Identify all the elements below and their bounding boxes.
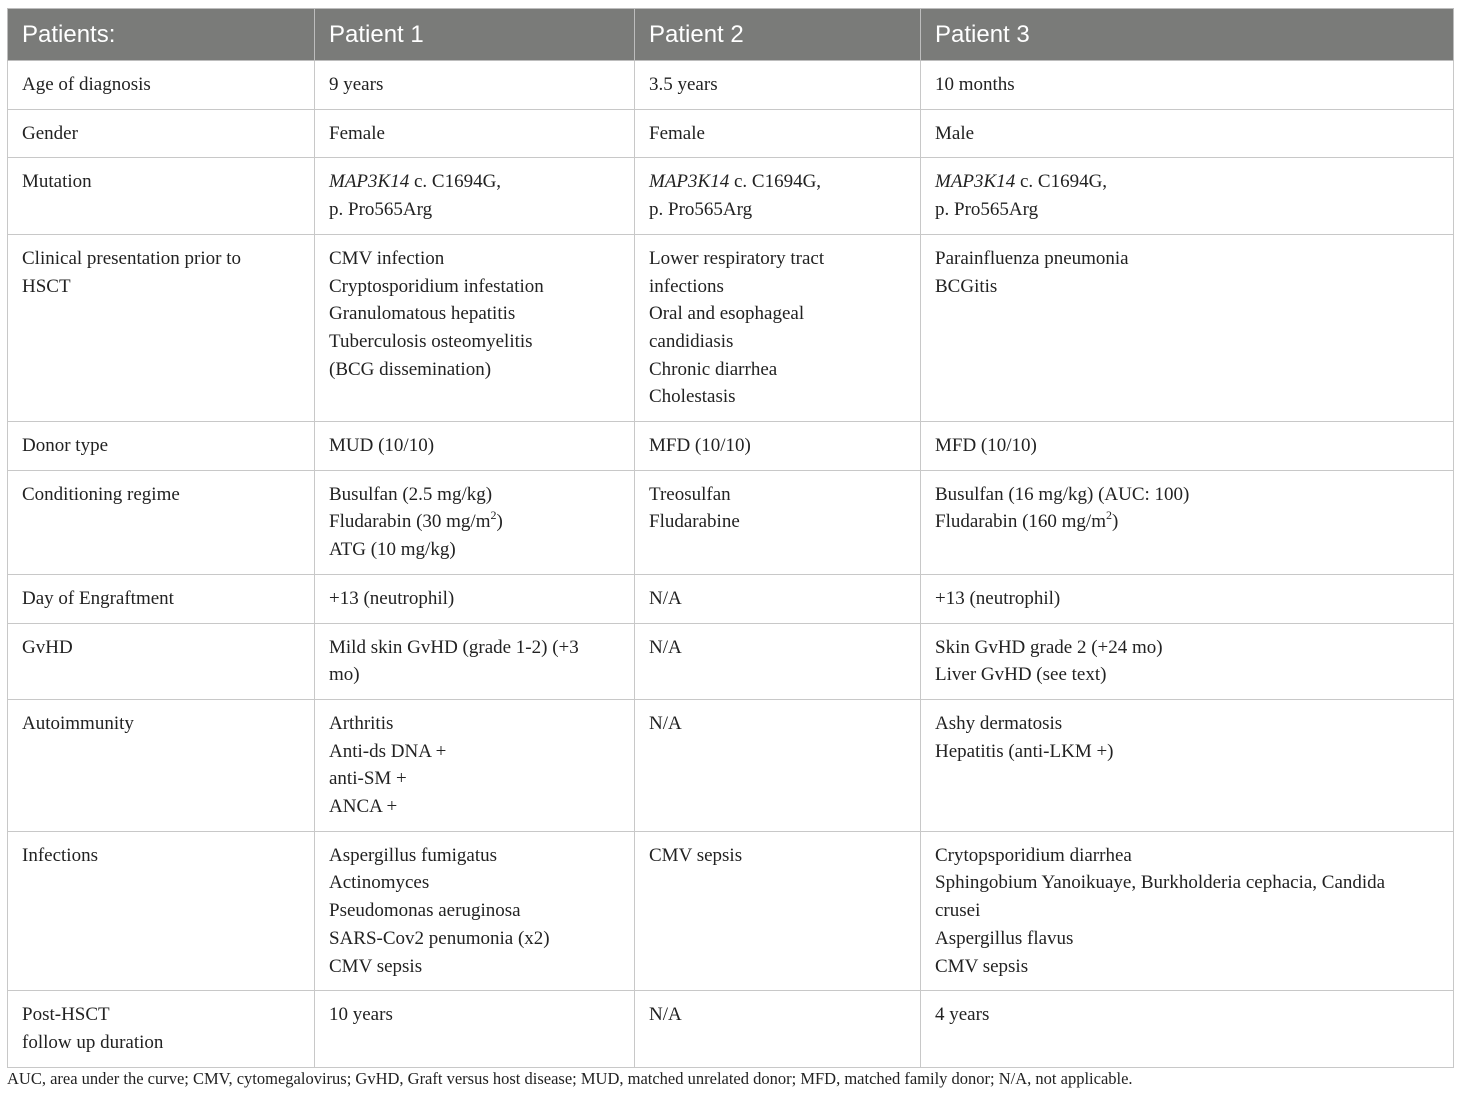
patient-table-container [7,8,1453,1068]
cell-patient-2: N/A [635,991,921,1067]
cell-patient-2: Treosulfan Fludarabine [635,470,921,574]
cell-patient-2 [635,158,921,234]
table-row-follow-up [8,991,1454,1067]
table-row-mutation [8,158,1454,234]
cell-patient-2: N/A [635,699,921,831]
row-label: Infections [8,831,315,991]
cell-patient-2: 3.5 years [635,61,921,110]
protein-change: p. Pro565Arg [649,199,753,221]
cell-patient-1: Aspergillus fumigatus Actinomyces Pseudomonas aeruginosa SARS-Cov2 penumonia (x2) CMV sepsis [315,831,635,991]
cell-patient-1: MUD (10/10) [315,422,635,471]
table-row-infections [8,831,1454,991]
gene-name: MAP3K14 [649,171,730,193]
cell-patient-2: N/A [635,623,921,699]
cell-patient-2: Female [635,109,921,158]
cell-patient-1: 10 years [315,991,635,1067]
header-patient-1: Patient 1 [315,9,635,61]
patient-characteristics-table [7,8,1454,1068]
cell-patient-3: Male [921,109,1454,158]
cell-patient-1: Busulfan (2.5 mg/kg) Fludarabin (30 $mg/m^2$) ATG (10 mg/kg) [315,470,635,574]
cell-patient-1: +13 (neutrophil) [315,574,635,623]
table-row-engraftment [8,574,1454,623]
table-row-autoimmunity [8,699,1454,831]
cell-patient-1: Mild skin GvHD (grade 1-2) (+3 mo) [315,623,635,699]
row-label: Age of diagnosis [8,61,315,110]
cdna-change: c. C1694G, [409,171,502,193]
cell-patient-1: 9 years [315,61,635,110]
row-label: Autoimmunity [8,699,315,831]
row-label: Day of Engraftment [8,574,315,623]
cell-patient-1: CMV infection Cryptosporidium infestation Granulomatous hepatitis Tuberculosis osteomyelitis (BCG dissemination) [315,234,635,421]
row-label: Donor type [8,422,315,471]
row-label: Gender [8,109,315,158]
cell-patient-3: 4 years [921,991,1454,1067]
cell-patient-3 [921,158,1454,234]
table-row-donor-type [8,422,1454,471]
protein-change: p. Pro565Arg [329,199,433,221]
cell-patient-3: +13 (neutrophil) [921,574,1454,623]
cell-patient-3: Ashy dermatosis Hepatitis (anti-LKM +) [921,699,1454,831]
row-label: Conditioning regime [8,470,315,574]
gene-name: MAP3K14 [329,171,410,193]
cell-patient-3: 10 months [921,61,1454,110]
cell-patient-2: Lower respiratory tract infections Oral and esophageal candidiasis Chronic diarrhea Cholestasis [635,234,921,421]
table-row-age [8,61,1454,110]
table-row-gender [8,109,1454,158]
cdna-change: c. C1694G, [1015,171,1108,193]
row-label: GvHD [8,623,315,699]
header-patients: Patients: [8,9,315,61]
cell-patient-2: MFD (10/10) [635,422,921,471]
cdna-change: c. C1694G, [729,171,822,193]
cell-patient-3: MFD (10/10) [921,422,1454,471]
table-row-gvhd [8,623,1454,699]
header-row [8,9,1454,61]
gene-name: MAP3K14 [935,171,1016,193]
protein-change: p. Pro565Arg [935,199,1039,221]
cell-patient-3: Parainfluenza pneumonia BCGitis [921,234,1454,421]
table-row-clinical-presentation [8,234,1454,421]
table-footnote: AUC, area under the curve; CMV, cytomegalovirus; GvHD, Graft versus host disease; MUD, matched unrelated donor; MFD, matched family donor; N/A, not applicable. [7,1069,1133,1088]
row-label: Mutation [8,158,315,234]
cell-patient-3: Crytopsporidium diarrhea Sphingobium Yanoikuaye, Burkholderia cephacia, Candida crusei Aspergillus flavus CMV sepsis [921,831,1454,991]
cell-patient-1: Female [315,109,635,158]
row-label: Post-HSCT follow up duration [8,991,315,1067]
cell-patient-1: Arthritis Anti-ds DNA + anti-SM + ANCA + [315,699,635,831]
row-label: Clinical presentation prior to HSCT [8,234,315,421]
header-patient-3: Patient 3 [921,9,1454,61]
cell-patient-2: CMV sepsis [635,831,921,991]
cell-patient-2: N/A [635,574,921,623]
header-patient-2: Patient 2 [635,9,921,61]
cell-patient-1 [315,158,635,234]
cell-patient-3: Skin GvHD grade 2 (+24 mo) Liver GvHD (see text) [921,623,1454,699]
cell-patient-3: Busulfan (16 mg/kg) (AUC: 100) Fludarabin (160 $mg/m^2$) [921,470,1454,574]
table-row-conditioning [8,470,1454,574]
